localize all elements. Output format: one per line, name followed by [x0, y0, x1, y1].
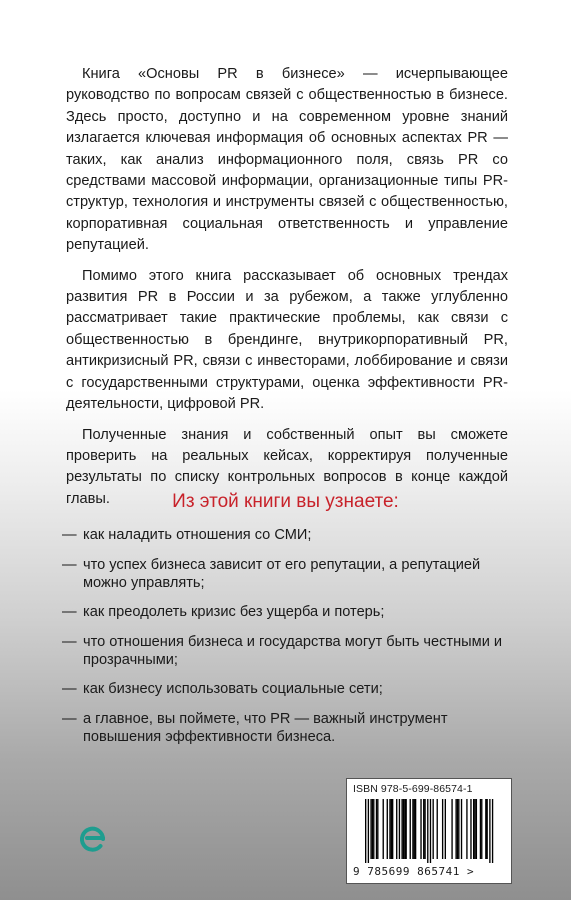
barcode-bar — [383, 799, 384, 859]
list-dash: — — [62, 527, 77, 543]
barcode-bar — [414, 799, 415, 859]
barcode-bar — [437, 799, 438, 859]
learn-list — [62, 526, 512, 757]
list-item-text: что отношения бизнеса и государства могут быть честными и прозрачными; — [83, 633, 503, 668]
barcode-bar — [492, 799, 493, 863]
list-item — [62, 710, 512, 746]
barcode-bar — [458, 799, 459, 859]
eksmo-logo-icon — [78, 823, 108, 853]
list-item — [62, 556, 512, 592]
list-item — [62, 526, 512, 544]
barcode-bar — [474, 799, 475, 859]
barcode-bar — [481, 799, 482, 859]
barcode-bar — [406, 799, 407, 859]
barcode-bar — [420, 799, 421, 859]
list-item-text: как преодолеть кризис без ущерба и потерь; — [83, 604, 385, 620]
barcode-bar — [470, 799, 471, 859]
barcode-bar — [365, 799, 366, 863]
barcode-bar — [457, 799, 458, 859]
isbn-text: ISBN 978-5-699-86574-1 — [353, 783, 473, 795]
description-paragraph-3: Полученные знания и собственный опыт вы сможете проверить на реальных кейсах, корректируя полученные результаты по списку контрольных вопросов в конце каждой главы. — [66, 426, 508, 507]
barcode-bar — [404, 799, 405, 859]
barcode-bar — [391, 799, 392, 859]
barcode-bar — [372, 799, 373, 859]
barcode-bar — [403, 799, 404, 859]
list-dash: — — [62, 556, 77, 573]
list-item-text: а главное, вы поймете, что PR — важный инструмент повышения эффективности бизнеса. — [83, 710, 448, 745]
barcode-bar — [433, 799, 434, 859]
barcode-bar — [427, 799, 428, 863]
description-paragraph-1: Книга «Основы PR в бизнесе» — исчерпывающее руководство по вопросам связей с общественностью в бизнесе. Здесь просто, доступно и на современном уровне знаний излагается ключевая информация об основных аспектах PR — таких, как анализ информационного поля, связь PR со средствами массовой информации, организационные типы PR-структур, технология и инструменты связей с общественностью, корпоративная социальная ответственность и управление репутацией. — [66, 66, 508, 254]
barcode-bar — [412, 799, 413, 859]
barcode-bar — [392, 799, 393, 859]
barcode-bar — [476, 799, 477, 859]
list-item-text: как наладить отношения со СМИ; — [83, 527, 312, 543]
list-item — [62, 680, 512, 698]
list-item — [62, 633, 512, 669]
barcode-bar — [489, 799, 490, 863]
list-dash: — — [62, 633, 77, 650]
barcode-bar — [485, 799, 486, 859]
list-item-text: что успех бизнеса зависит от его репутации, а репутацией можно управлять; — [83, 556, 481, 591]
description-text — [66, 64, 508, 519]
barcode-bar — [389, 799, 390, 859]
list-dash: — — [62, 681, 77, 697]
barcode-bar — [370, 799, 371, 859]
barcode-bar — [480, 799, 481, 859]
barcode-digits: 9 785699 865741 > — [353, 865, 475, 878]
learn-heading: Из этой книги вы узнаете: — [172, 491, 399, 512]
barcode-bar — [410, 799, 411, 859]
barcode-bar — [368, 799, 369, 863]
barcode-bar — [399, 799, 400, 859]
barcode-bar — [487, 799, 488, 859]
barcode-bar — [442, 799, 443, 859]
barcode-bar — [396, 799, 397, 859]
barcode-bar — [430, 799, 431, 863]
barcode-bar — [455, 799, 456, 859]
barcode-bar — [376, 799, 377, 859]
description-paragraph-2: Помимо этого книга рассказывает об основных трендах развития PR в России и за рубежом, а также углубленно рассматривает такие практические проблемы, как связи с общественностью в брендинге, внутрикорпоративный PR, антикризисный PR, связи с инвесторами, лоббирование и связи с государственными структурами, оценка эффективности PR-деятельности, цифровой PR. — [66, 267, 508, 413]
barcode-bar — [401, 799, 402, 859]
barcode-bar — [473, 799, 474, 859]
barcode-bar — [424, 799, 425, 859]
list-dash: — — [62, 604, 77, 620]
list-dash: — — [62, 710, 77, 727]
list-item — [62, 603, 512, 621]
barcode-bar — [415, 799, 416, 859]
barcode-bar — [377, 799, 378, 859]
barcode-bars — [365, 799, 499, 863]
barcode-bar — [451, 799, 452, 859]
barcode-bar — [445, 799, 446, 859]
barcode-bar — [387, 799, 388, 859]
barcode-bar — [461, 799, 462, 859]
barcode-bar — [466, 799, 467, 859]
list-item-text: как бизнесу использовать социальные сети; — [83, 681, 383, 697]
barcode-bar — [423, 799, 424, 859]
barcode — [346, 778, 512, 884]
barcode-bar — [373, 799, 374, 859]
